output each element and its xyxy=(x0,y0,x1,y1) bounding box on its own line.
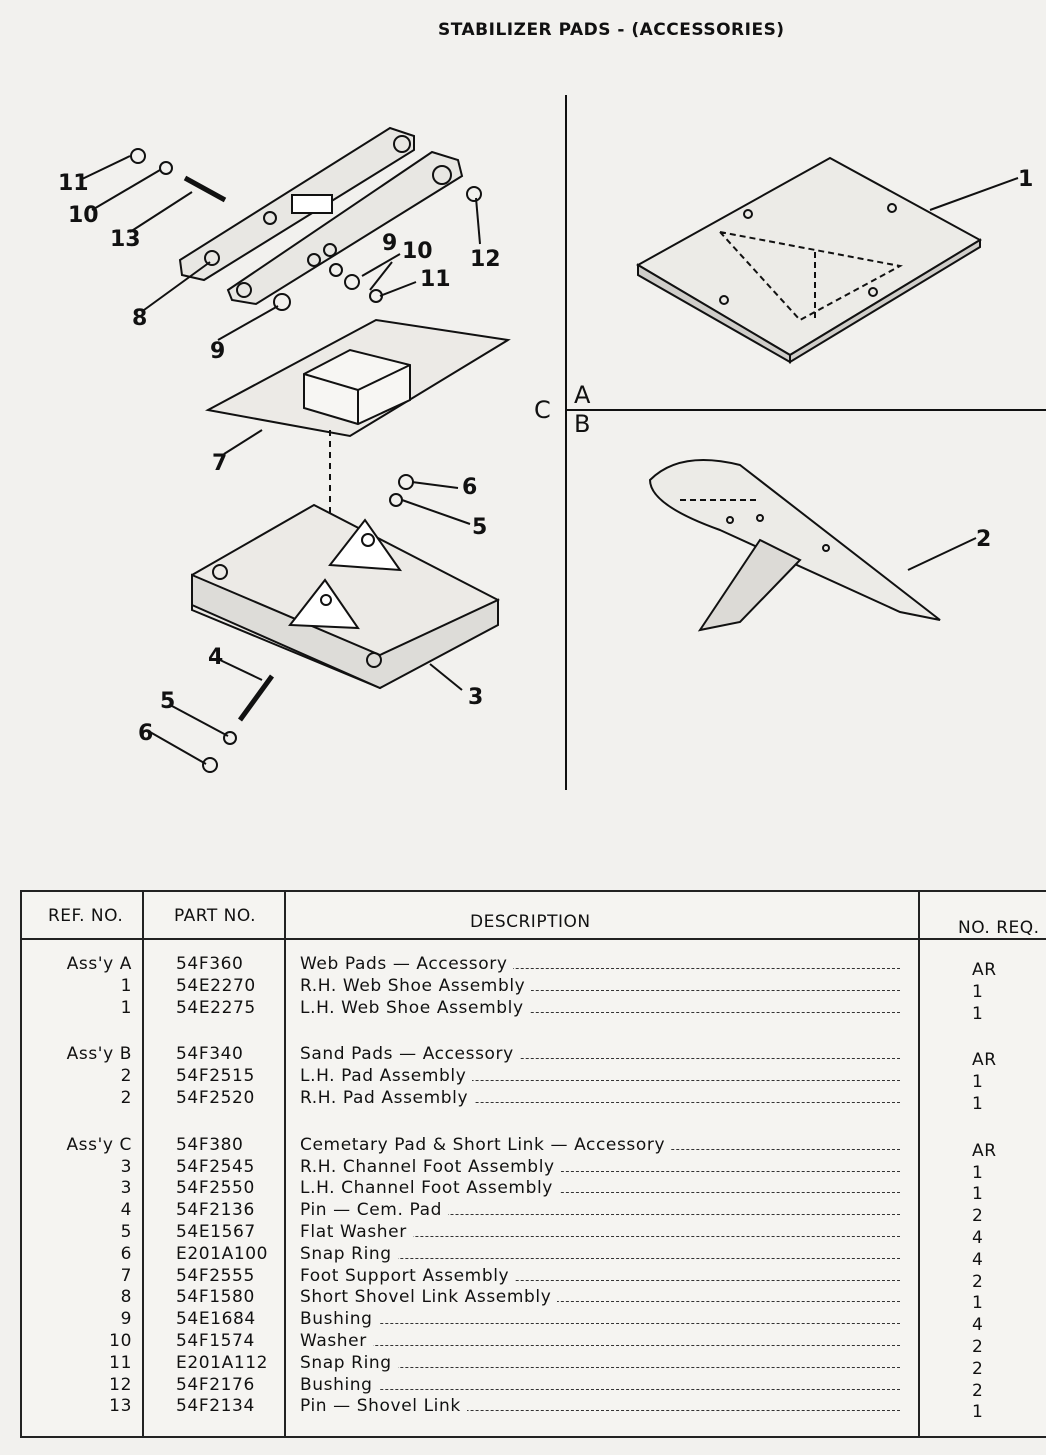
row-12-part: 54F2555 xyxy=(176,1265,255,1286)
row-2-desc xyxy=(300,998,900,1020)
sand-pad-drawing xyxy=(650,460,940,630)
foot-support-plate-drawing xyxy=(208,320,508,436)
row-14-desc-text: Bushing xyxy=(300,1309,379,1329)
row-2-qty: 1 xyxy=(972,1003,984,1024)
row-2-desc-text: L.H. Web Shoe Assembly xyxy=(300,998,530,1018)
row-9-qty: 2 xyxy=(972,1206,984,1227)
row-17-ref: 12 xyxy=(109,1374,132,1395)
callout-10: 10 xyxy=(68,203,99,228)
row-16-qty: 2 xyxy=(972,1358,984,1379)
row-16-desc xyxy=(300,1353,900,1375)
row-5-ref: 2 xyxy=(120,1088,132,1108)
row-8-qty: 1 xyxy=(972,1184,984,1205)
row-16-part: E201A112 xyxy=(176,1352,269,1373)
row-11-ref: 6 xyxy=(120,1243,132,1264)
callout-13: 13 xyxy=(110,227,141,252)
row-0-part: 54F360 xyxy=(176,954,244,974)
row-11-desc-text: Snap Ring xyxy=(300,1244,398,1264)
row-12-qty: 2 xyxy=(972,1271,984,1292)
callout-5: 5 xyxy=(472,515,488,540)
row-15-part: 54F1574 xyxy=(176,1331,255,1351)
row-14-qty: 4 xyxy=(972,1315,984,1336)
callout-12: 12 xyxy=(470,247,501,272)
row-0-qty: AR xyxy=(972,960,997,980)
row-6-qty: AR xyxy=(972,1140,997,1161)
row-11-part: E201A100 xyxy=(176,1243,269,1264)
callout-7: 7 xyxy=(212,451,228,476)
row-18-desc xyxy=(300,1396,900,1418)
row-8-desc xyxy=(300,1178,900,1200)
row-8-ref: 3 xyxy=(120,1178,132,1199)
callout-6: 6 xyxy=(462,475,478,500)
row-3-part: 54F340 xyxy=(176,1044,244,1065)
row-3-desc xyxy=(300,1044,900,1066)
row-3-desc-text: Sand Pads — Accessory xyxy=(300,1044,520,1064)
section-label-a: A xyxy=(574,381,591,409)
row-1-ref: 1 xyxy=(120,975,132,996)
row-14-part: 54E1684 xyxy=(176,1309,256,1330)
row-18-ref: 13 xyxy=(109,1396,132,1417)
row-4-desc xyxy=(300,1066,900,1088)
ref-no-column xyxy=(22,892,144,1436)
row-5-desc-text: R.H. Pad Assembly xyxy=(300,1088,474,1108)
row-3-ref: Ass'y B xyxy=(66,1044,132,1065)
row-11-qty: 4 xyxy=(972,1249,984,1270)
row-6-desc-text: Cemetary Pad & Short Link — Accessory xyxy=(300,1135,671,1155)
row-6-ref: Ass'y C xyxy=(66,1134,132,1155)
callout-8: 8 xyxy=(132,306,148,331)
row-15-ref: 10 xyxy=(109,1331,132,1351)
callout-4: 4 xyxy=(208,645,224,670)
section-label-b: B xyxy=(574,410,591,438)
part-no-column xyxy=(144,892,286,1436)
row-9-desc xyxy=(300,1200,900,1222)
row-0-desc xyxy=(300,954,900,976)
row-4-ref: 2 xyxy=(120,1066,132,1087)
row-15-qty: 2 xyxy=(972,1337,984,1357)
row-5-desc xyxy=(300,1088,900,1110)
no-req-column xyxy=(920,892,1046,1436)
row-12-ref: 7 xyxy=(120,1265,132,1286)
row-9-ref: 4 xyxy=(120,1200,132,1221)
row-16-desc-text: Snap Ring xyxy=(300,1353,398,1373)
channel-foot-drawing xyxy=(192,505,498,688)
callout-11: 11 xyxy=(58,171,89,196)
row-15-desc xyxy=(300,1331,900,1353)
row-7-desc-text: R.H. Channel Foot Assembly xyxy=(300,1157,561,1177)
row-8-desc-text: L.H. Channel Foot Assembly xyxy=(300,1178,559,1198)
description-column xyxy=(286,892,920,1436)
callout-5b: 5 xyxy=(160,689,176,714)
section-label-c: C xyxy=(534,396,551,424)
callout-11b: 11 xyxy=(420,267,451,292)
row-3-qty: AR xyxy=(972,1050,997,1071)
row-12-desc-text: Foot Support Assembly xyxy=(300,1266,515,1286)
callout-10b: 10 xyxy=(402,239,433,264)
row-4-desc-text: L.H. Pad Assembly xyxy=(300,1066,472,1086)
row-8-part: 54F2550 xyxy=(176,1178,255,1199)
row-7-ref: 3 xyxy=(120,1156,132,1177)
row-1-qty: 1 xyxy=(972,981,984,1002)
row-16-ref: 11 xyxy=(109,1352,132,1373)
row-7-part: 54F2545 xyxy=(176,1156,255,1177)
row-18-qty: 1 xyxy=(972,1402,984,1423)
row-9-part: 54F2136 xyxy=(176,1200,255,1221)
description-header: DESCRIPTION xyxy=(470,912,591,932)
row-13-ref: 8 xyxy=(120,1287,132,1308)
row-5-part: 54F2520 xyxy=(176,1088,255,1108)
row-4-qty: 1 xyxy=(972,1072,984,1093)
callout-9b: 9 xyxy=(382,231,398,256)
row-13-part: 54F1580 xyxy=(176,1287,255,1308)
row-7-qty: 1 xyxy=(972,1162,984,1183)
row-11-desc xyxy=(300,1244,900,1266)
row-13-desc-text: Short Shovel Link Assembly xyxy=(300,1287,557,1307)
web-pad-drawing xyxy=(638,158,980,362)
row-10-part: 54E1567 xyxy=(176,1222,256,1242)
callout-2: 2 xyxy=(976,527,992,552)
row-17-qty: 2 xyxy=(972,1380,984,1401)
row-5-qty: 1 xyxy=(972,1094,984,1114)
row-10-desc-text: Flat Washer xyxy=(300,1222,413,1242)
row-4-part: 54F2515 xyxy=(176,1066,255,1087)
row-14-desc xyxy=(300,1309,900,1331)
row-0-ref: Ass'y A xyxy=(66,954,132,974)
callout-1: 1 xyxy=(1018,167,1034,192)
row-6-desc xyxy=(300,1135,900,1157)
header-divider xyxy=(22,938,1046,940)
row-13-qty: 1 xyxy=(972,1293,984,1314)
row-9-desc-text: Pin — Cem. Pad xyxy=(300,1200,448,1220)
row-18-part: 54F2134 xyxy=(176,1396,255,1417)
row-2-part: 54E2275 xyxy=(176,997,256,1018)
row-13-desc xyxy=(300,1287,900,1309)
no-req-header: NO. REQ. xyxy=(958,918,1040,938)
callout-9: 9 xyxy=(210,339,226,364)
row-10-desc xyxy=(300,1222,900,1244)
callout-6b: 6 xyxy=(138,721,154,746)
ref-no-header: REF. NO. xyxy=(48,906,124,926)
row-1-desc xyxy=(300,976,900,998)
part-no-header: PART NO. xyxy=(174,906,256,926)
row-6-part: 54F380 xyxy=(176,1134,244,1155)
row-17-desc-text: Bushing xyxy=(300,1375,379,1395)
row-15-desc-text: Washer xyxy=(300,1331,373,1351)
page-title: STABILIZER PADS - (ACCESSORIES) xyxy=(438,20,785,40)
row-12-desc xyxy=(300,1266,900,1288)
row-18-desc-text: Pin — Shovel Link xyxy=(300,1396,467,1416)
row-7-desc xyxy=(300,1157,900,1179)
row-10-qty: 4 xyxy=(972,1228,984,1248)
row-2-ref: 1 xyxy=(120,997,132,1018)
row-17-desc xyxy=(300,1375,900,1397)
parts-list-table xyxy=(20,890,1046,1438)
row-14-ref: 9 xyxy=(120,1309,132,1330)
row-0-desc-text: Web Pads — Accessory xyxy=(300,954,513,974)
callout-3: 3 xyxy=(468,685,484,710)
row-1-part: 54E2270 xyxy=(176,975,256,996)
row-17-part: 54F2176 xyxy=(176,1374,255,1395)
section-labels xyxy=(534,381,591,438)
row-1-desc-text: R.H. Web Shoe Assembly xyxy=(300,976,531,996)
row-10-ref: 5 xyxy=(120,1222,132,1242)
